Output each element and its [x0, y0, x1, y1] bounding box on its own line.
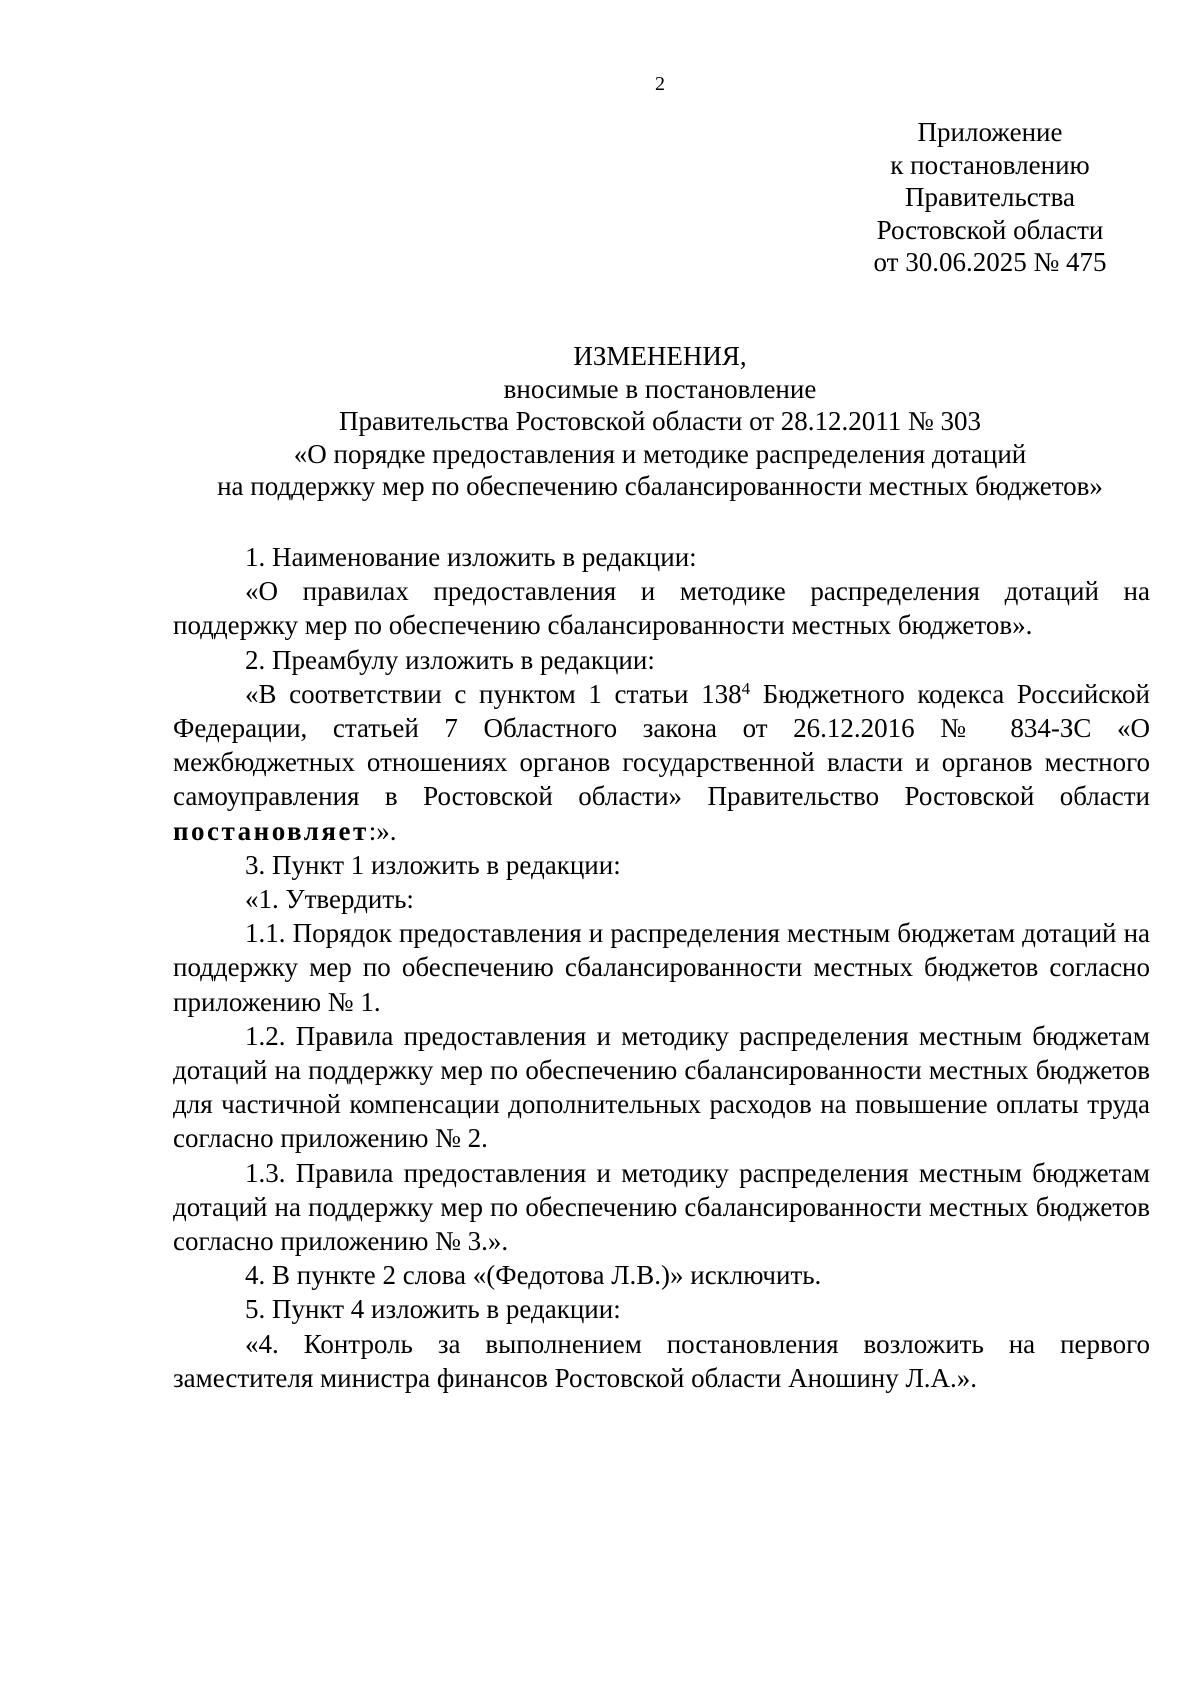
item-3-sub-1-2: 1.2. Правила предоставления и методику распределения местным бюджетам дотаций на поддержку мер по обеспечению сбалансированности местных бюджетов для частичной компенсации дополнительных расходов на повышение оплаты труда согласно приложению № 2. [173, 1020, 1150, 1154]
item-1-text: «О правилах предоставления и методике распределения дотаций на поддержку мер по обеспечению сбалансированности местных бюджетов». [173, 576, 1150, 641]
superscript: 4 [741, 678, 751, 698]
item-2-text-end: :». [368, 815, 397, 846]
appendix-line: Приложение [917, 117, 1063, 147]
appendix-block [840, 116, 1140, 279]
page-number: 2 [655, 73, 665, 95]
item-2: 2. Преамбулу изложить в редакции: [245, 644, 655, 675]
heading-line: на поддержку мер по обеспечению сбалансированности местных бюджетов» [217, 471, 1103, 502]
item-2-text-part: Бюджетного кодекса Российской Федерации, статьей 7 Областного закона от 26.12.2016 № 834-ЗС «О межбюджетных отношениях органов государственной власти и органов местного самоуправления в Ростовской области» Правительство Ростовской области [173, 678, 1150, 812]
item-4: 4. В пункте 2 слова «(Федотова Л.В.)» исключить. [245, 1260, 822, 1291]
appendix-line: от 30.06.2025 № 475 [873, 247, 1107, 278]
item-3-sub-1-1: 1.1. Порядок предоставления и распределения местным бюджетам дотаций на поддержку мер по обеспечению сбалансированности местных бюджетов согласно приложению № 1. [173, 918, 1150, 1017]
heading-line: вносимые в постановление [503, 373, 817, 404]
appendix-line: Ростовской области [876, 214, 1104, 245]
item-3-sub-1-3: 1.3. Правила предоставления и методику распределения местным бюджетам дотаций на поддержку мер по обеспечению сбалансированности местных бюджетов согласно приложению № 3.». [173, 1157, 1150, 1257]
heading-line: Правительства Ростовской области от 28.12.2011 № 303 [338, 406, 982, 437]
item-5: 5. Пункт 4 изложить в редакции: [245, 1294, 621, 1325]
item-3: 3. Пункт 1 изложить в редакции: [245, 849, 621, 880]
item-1: 1. Наименование изложить в редакции: [245, 542, 697, 572]
item-5-text: «4. Контроль за выполнением постановления возложить на первого заместителя министра финансов Ростовской области Аношину Л.А.». [173, 1328, 1150, 1393]
appendix-line: Правительства [905, 182, 1075, 213]
appendix-line: к постановлению [890, 149, 1090, 180]
heading-line: «О порядке предоставления и методике распределения дотаций [293, 438, 1027, 469]
document-heading [150, 340, 1170, 503]
item-2-text [173, 677, 1150, 848]
document-body [173, 540, 1150, 1395]
bold-decree-word: постановляет [173, 815, 369, 846]
item-3-sub-1: «1. Утвердить: [245, 884, 414, 915]
item-2-text-part: «В соответствии с пунктом 1 статьи 138 [245, 678, 742, 709]
heading-title: ИЗМЕНЕНИЯ, [573, 341, 747, 371]
